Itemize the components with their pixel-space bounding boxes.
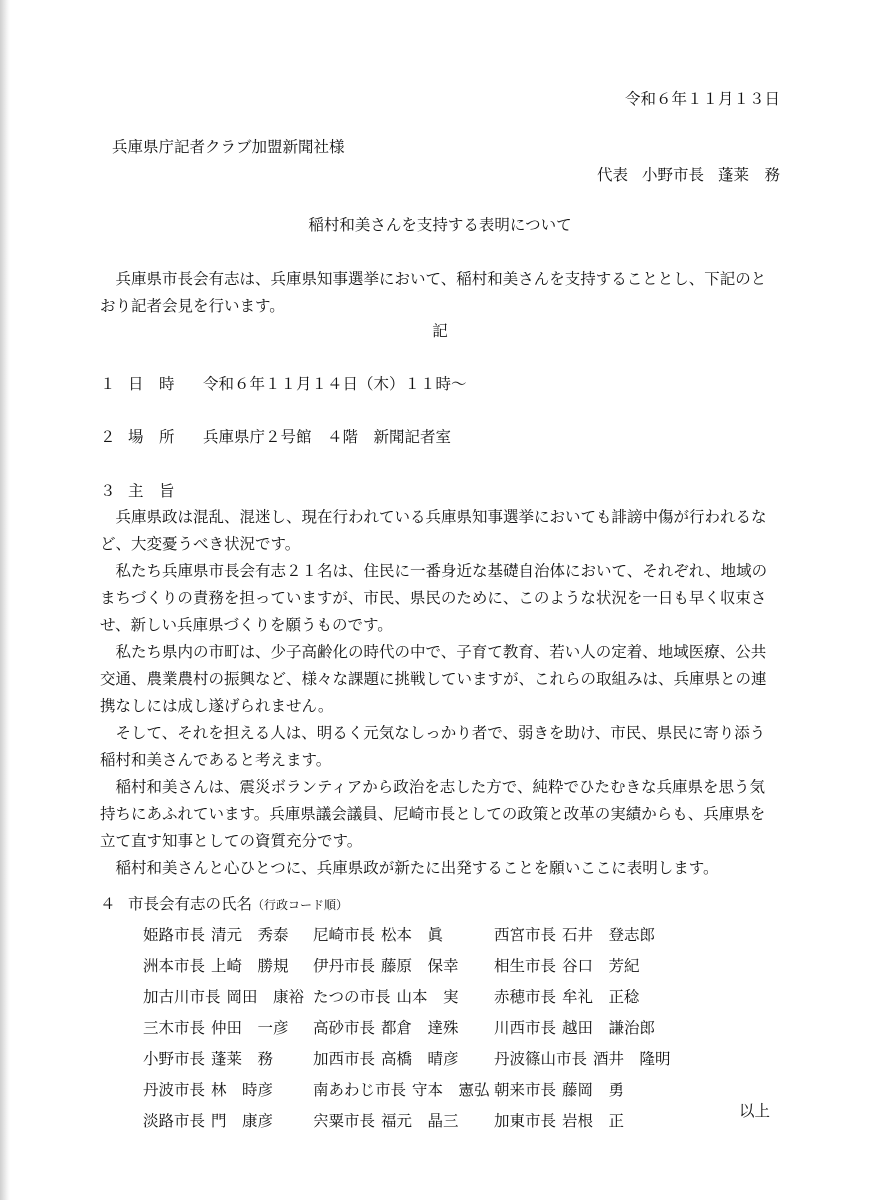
closing-mark: 以上 <box>738 1102 770 1120</box>
mayor-entry <box>494 955 694 977</box>
mayor-entry <box>143 955 313 977</box>
mayor-title: 南あわじ市長 <box>313 1081 407 1100</box>
mayor-name: 松本 眞 <box>381 926 444 945</box>
mayor-title: 丹波篠山市長 <box>494 1050 588 1069</box>
mayor-name: 仲田 一彦 <box>211 1019 289 1038</box>
mayor-title: 加古川市長 <box>143 988 221 1007</box>
mayor-name: 清元 秀泰 <box>211 926 289 945</box>
item-label: 日 時 <box>128 375 175 393</box>
mayor-list-heading <box>100 893 348 915</box>
mayor-name: 高橋 晴彦 <box>381 1050 459 1069</box>
mayor-name: 福元 晶三 <box>381 1112 459 1131</box>
mayor-name: 門 康彦 <box>211 1112 274 1131</box>
document-date: 令和６年１１月１３日 <box>624 90 780 108</box>
sender-title: 小野市長 <box>641 166 704 184</box>
item-value: 兵庫県庁２号館 ４階 新聞記者室 <box>203 428 452 446</box>
mayor-title: たつの市長 <box>313 988 391 1007</box>
mayor-name: 酒井 隆明 <box>593 1050 671 1069</box>
item-place <box>100 426 451 448</box>
intro-paragraph: 兵庫県市長会有志は、兵庫県知事選挙において、稲村和美さんを支持することとし、下記のとおり記者会見を行います。 <box>100 270 767 315</box>
mayor-entry <box>313 1017 494 1039</box>
sender-name: 蓬莱 務 <box>717 166 780 184</box>
mayor-entry <box>313 924 494 946</box>
purpose-paragraph: そして、それを担える人は、明るく元気なしっかり者で、弱きを助け、市民、県民に寄り添う稲村和美さんであると考えます。 <box>100 724 766 769</box>
mayor-title: 赤穂市長 <box>494 988 557 1007</box>
mayor-entry <box>494 1110 694 1132</box>
mayor-name: 岩根 正 <box>562 1112 625 1131</box>
sender-role: 代表 <box>596 166 628 184</box>
section-label: 市長会有志の氏名 <box>128 895 253 913</box>
item-value: 令和６年１１月１４日（木）１１時～ <box>203 375 467 393</box>
mayor-name: 山本 実 <box>396 988 459 1007</box>
section-note: （行政コード順） <box>252 898 349 912</box>
mayor-name: 藤原 保幸 <box>381 957 459 976</box>
mayor-title: 尼崎市長 <box>313 926 376 945</box>
mayor-entry <box>494 1048 694 1070</box>
mayor-name: 越田 謙治郎 <box>562 1019 656 1038</box>
mayor-name: 谷口 芳紀 <box>562 957 640 976</box>
item-number: ２ <box>100 428 116 446</box>
mayor-title: 朝来市長 <box>494 1081 557 1100</box>
mayor-title: 洲本市長 <box>143 957 206 976</box>
mayor-entry <box>494 1079 694 1101</box>
mayor-name: 藤岡 勇 <box>562 1081 625 1100</box>
mayor-entry <box>143 1079 313 1101</box>
mayor-name: 蓬莱 務 <box>211 1050 274 1069</box>
mayor-title: 丹波市長 <box>143 1081 206 1100</box>
item-number: １ <box>100 375 116 393</box>
mayor-name: 上崎 勝規 <box>211 957 289 976</box>
mayor-entry <box>313 986 494 1008</box>
page-edge-shadow <box>0 0 10 1200</box>
mayor-name: 石井 登志郎 <box>562 926 656 945</box>
purpose-paragraph: 私たち県内の市町は、少子高齢化の時代の中で、子育て教育、若い人の定着、地域医療、公共交通、農業農村の振興など、様々な課題に挑戦していますが、これらの取組みは、兵庫県との連携なしには成し遂げられません。 <box>100 643 767 715</box>
mayor-entry <box>313 1048 494 1070</box>
mayor-name: 岡田 康裕 <box>226 988 305 1007</box>
mayor-title: 宍粟市長 <box>313 1112 376 1131</box>
mayor-entry <box>143 986 313 1008</box>
purpose-paragraph: 兵庫県政は混乱、混迷し、現在行われている兵庫県知事選挙においても誹謗中傷が行われるなど、大変憂うべき状況です。 <box>100 508 767 553</box>
document-title: 稲村和美さんを支持する表明について <box>308 216 572 234</box>
mayor-entry <box>143 1017 313 1039</box>
section-number: ４ <box>100 895 116 913</box>
item-purpose <box>100 480 203 502</box>
purpose-paragraph: 稲村和美さんは、震災ボランティアから政治を志した方で、純粋でひたむきな兵庫県を思う気持ちにあふれています。兵庫県議会議員、尼崎市長としての政策と改革の実績からも、兵庫県を立て直す知事としての資質充分です。 <box>100 778 766 850</box>
item-number: ３ <box>100 482 116 500</box>
item-label: 主 旨 <box>128 482 175 500</box>
mayor-title: 淡路市長 <box>143 1112 206 1131</box>
addressee: 兵庫県庁記者クラブ加盟新聞社様 <box>112 138 345 156</box>
mayor-name: 牟礼 正稔 <box>562 988 640 1007</box>
item-datetime <box>100 373 467 395</box>
mayor-entry <box>143 1110 313 1132</box>
mayor-title: 加西市長 <box>313 1050 376 1069</box>
mayor-entry <box>143 1048 313 1070</box>
item-label: 場 所 <box>128 428 175 446</box>
mayor-entry <box>143 924 313 946</box>
mayor-title: 小野市長 <box>143 1050 206 1069</box>
mayor-name: 守本 憲弘 <box>412 1081 490 1100</box>
purpose-paragraph: 稲村和美さんと心ひとつに、兵庫県政が新たに出発することを願いここに表明します。 <box>115 859 719 877</box>
ki-heading: 記 <box>432 322 448 340</box>
mayor-entry <box>313 1079 494 1101</box>
mayor-entry <box>313 1110 494 1132</box>
mayor-title: 加東市長 <box>494 1112 557 1131</box>
mayor-title: 川西市長 <box>494 1019 557 1038</box>
mayor-name: 都倉 達殊 <box>381 1019 459 1038</box>
purpose-body <box>100 504 780 882</box>
mayor-entry <box>313 955 494 977</box>
mayor-title: 伊丹市長 <box>313 957 376 976</box>
purpose-paragraph: 私たち兵庫県市長会有志２１名は、住民に一番身近な基礎自治体において、それぞれ、地域のまちづくりの責務を担っていますが、市民、県民のために、このような状況を一日も早く収束させ、新しい兵庫県づくりを願うものです。 <box>100 562 768 634</box>
mayor-entry <box>494 986 694 1008</box>
mayor-entry <box>494 924 694 946</box>
mayor-title: 西宮市長 <box>494 926 557 945</box>
mayor-title: 三木市長 <box>143 1019 206 1038</box>
mayor-name: 林 時彦 <box>211 1081 274 1100</box>
mayor-title: 高砂市長 <box>313 1019 376 1038</box>
mayor-title: 相生市長 <box>494 957 557 976</box>
sender <box>520 164 780 186</box>
mayor-list <box>143 920 703 1137</box>
mayor-title: 姫路市長 <box>143 926 206 945</box>
mayor-entry <box>494 1017 694 1039</box>
